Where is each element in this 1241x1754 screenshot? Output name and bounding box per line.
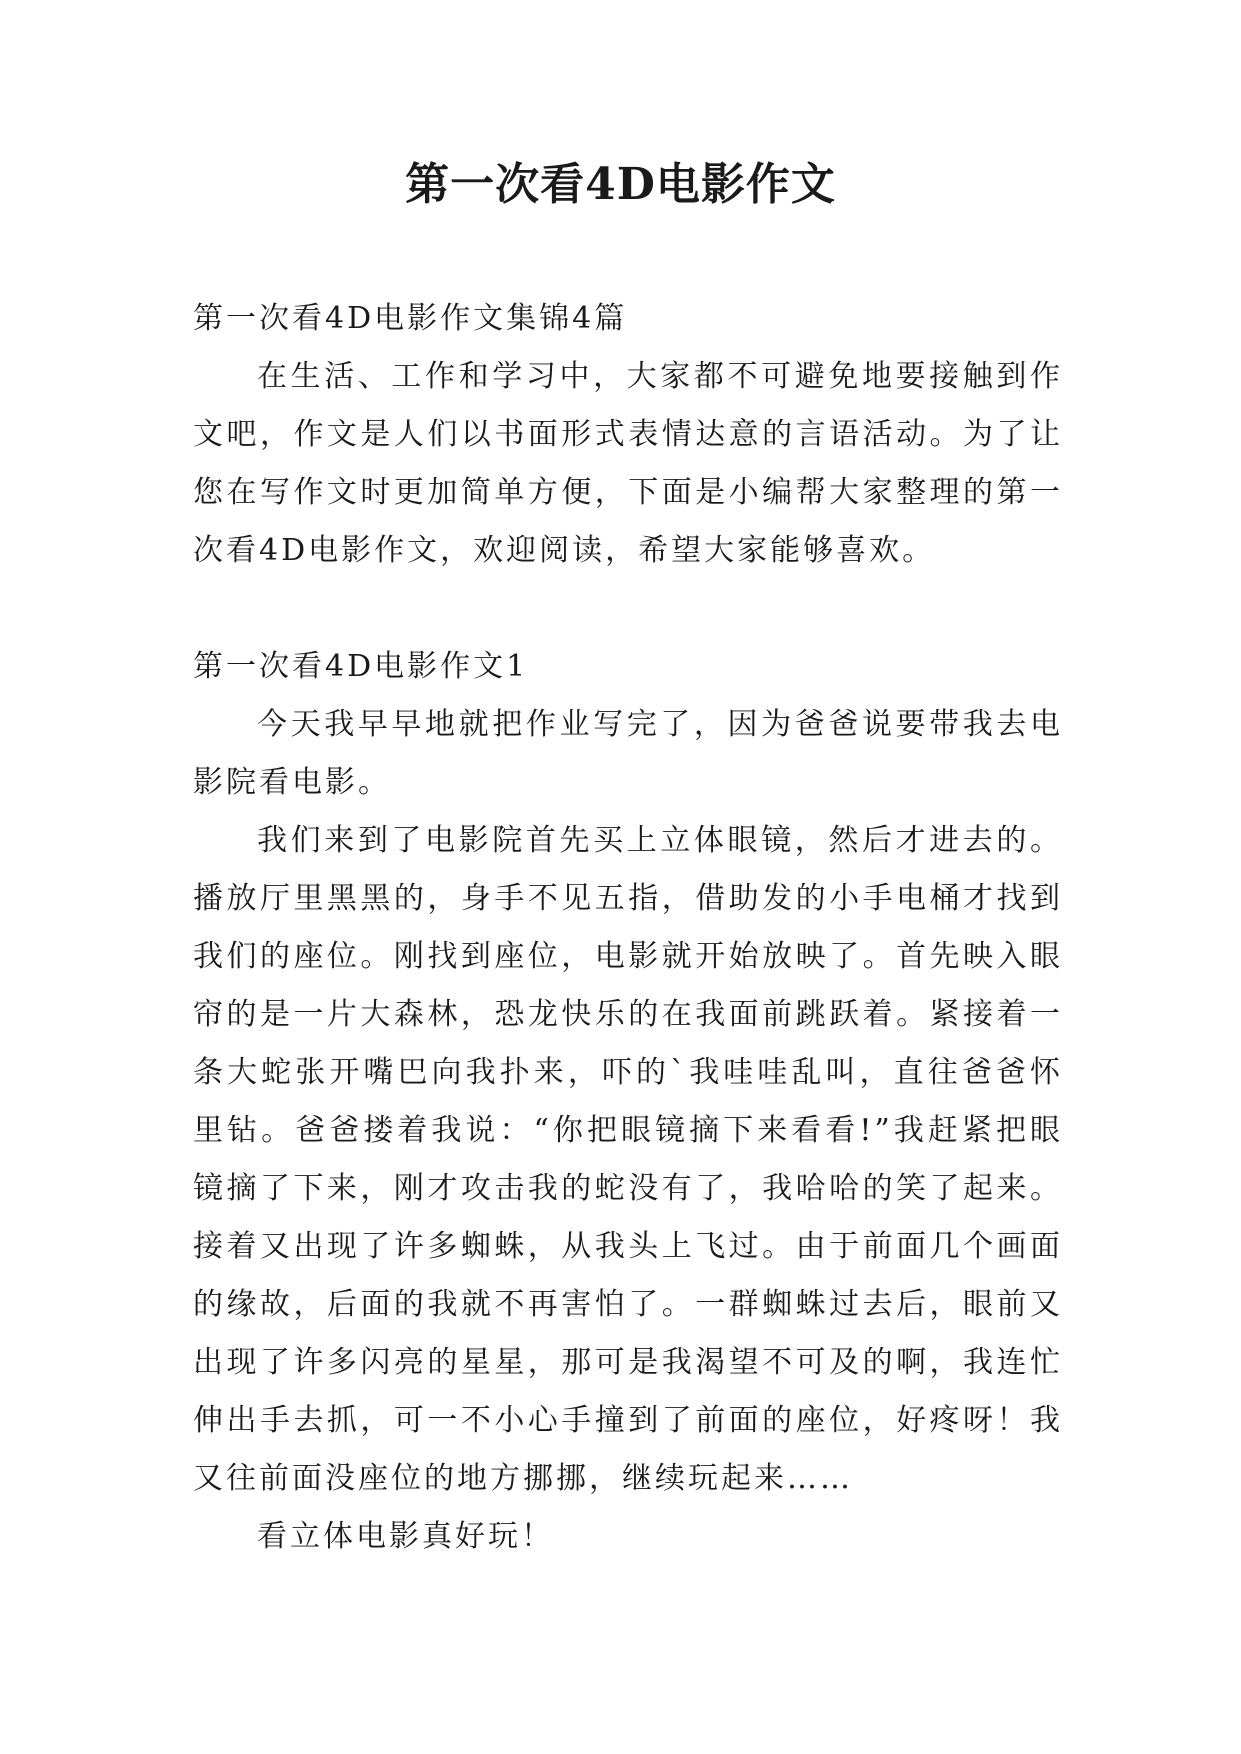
body-paragraph: 看立体电影真好玩！ [257, 1519, 554, 1554]
body-paragraph: 我们来到了电影院首先买上立体眼镜，然后才进去的。播放厅里黑黑的，身手不见五指，借助发的小手电桶才找到我们的座位。刚找到座位，电影就开始放映了。首先映入眼帘的是一片大森林，恐龙快乐的在我面前跳跃着。紧接着一条大蛇张开嘴巴向我扑来，吓的`我哇哇乱叫，直往爸爸怀里钻。爸爸搂着我说：“你把眼镜摘下来看看!”我赶紧把眼镜摘了下来，刚才攻击我的蛇没有了，我哈哈的笑了起来。接着又出现了许多蜘蛛，从我头上飞过。由于前面几个画面的缘故，后面的我就不再害怕了。一群蜘蛛过去后，眼前又出现了许多闪亮的星星，那可是我渴望不可及的啊，我连忙伸出手去抓，可一不小心手撞到了前面的座位，好疼呀！我又往前面没座位的地方挪挪，继续玩起来…… [193, 823, 1063, 1496]
section-heading: 第一次看4D电影作文1 [193, 649, 529, 684]
document-subtitle: 第一次看4D电影作文集锦4篇 [193, 301, 628, 336]
document-body [193, 290, 1063, 1566]
document-title: 第一次看4D电影作文 [405, 159, 836, 210]
intro-paragraph: 在生活、工作和学习中，大家都不可避免地要接触到作文吧，作文是人们以书面形式表情达意的言语活动。为了让您在写作文时更加简单方便，下面是小编帮大家整理的第一次看4D电影作文，欢迎阅读，希望大家能够喜欢。 [193, 359, 1063, 568]
section-spacer [193, 580, 1063, 638]
body-paragraph: 今天我早早地就把作业写完了，因为爸爸说要带我去电影院看电影。 [193, 707, 1063, 800]
